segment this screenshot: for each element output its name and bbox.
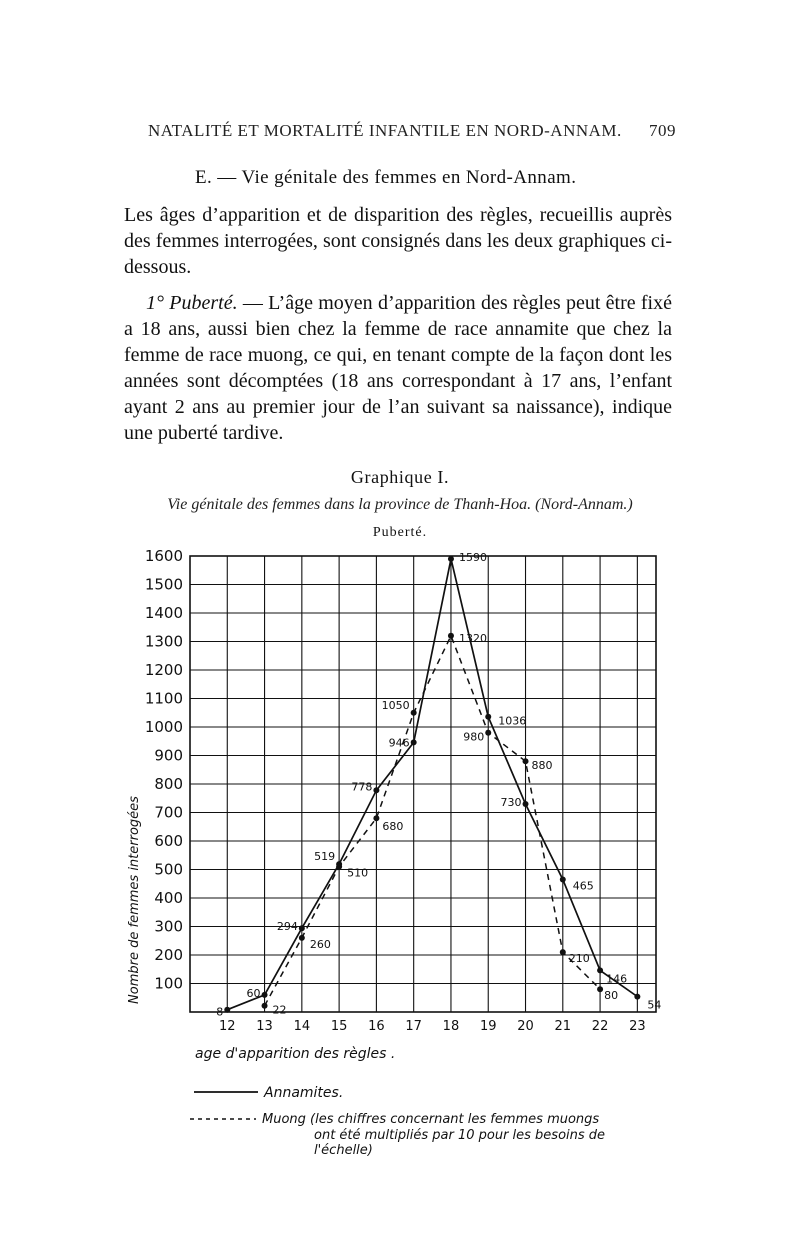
muong-point (523, 758, 529, 764)
annamites-point (634, 994, 640, 1000)
muong-point (336, 864, 342, 870)
annamites-data-label: 54 (647, 998, 662, 1012)
muong-data-label: 510 (347, 866, 369, 880)
legend-annamites-label: Annamites. (264, 1085, 344, 1101)
muong-data-label: 1050 (381, 698, 410, 712)
annamites-data-label: 1590 (458, 550, 487, 564)
legend-muong-label: Muong (les chiffres concernant les femmes muongs (262, 1112, 600, 1127)
muong-point (448, 633, 454, 639)
x-tick-label: 19 (479, 1019, 497, 1034)
muong-data-label: 1320 (458, 631, 487, 645)
annamites-data-label: 146 (606, 972, 628, 986)
page-number: 709 (649, 121, 676, 140)
annamites-point (299, 925, 305, 931)
annamites-point (597, 967, 603, 973)
annamites-point (523, 801, 529, 807)
muong-point (485, 730, 491, 736)
y-tick-label: 600 (154, 832, 183, 850)
muong-data-label: 210 (568, 952, 590, 966)
y-tick-label: 900 (154, 746, 183, 765)
x-tick-label: 16 (368, 1019, 385, 1034)
legend-muong-label-3: l'échelle) (314, 1143, 373, 1158)
annamites-point (560, 876, 566, 882)
x-tick-label: 20 (517, 1019, 534, 1034)
x-tick-label: 14 (293, 1019, 311, 1034)
y-tick-label: 400 (154, 889, 183, 907)
annamites-point (485, 714, 491, 720)
y-tick-label: 1400 (144, 604, 183, 622)
running-title: NATALITÉ ET MORTALITÉ INFANTILE EN NORD-ANNAM. (148, 121, 622, 140)
y-tick-label: 800 (154, 775, 183, 793)
y-tick-label: 1500 (144, 575, 183, 594)
paragraph-2-text: — L’âge moyen d’apparition des règles peut être fixé a 18 ans, aussi bien chez la femme de race annamite que chez la femme de race muong, ce qui, en tenant compte de la façon dont les années sont décomptées (18 ans correspondant à 17 ans, l’enfant ayant 2 ans au premier jour de l’an suivant sa naissance), indique une puberté tardive. (124, 292, 672, 444)
annamites-data-label: 778 (351, 780, 373, 794)
y-tick-label: 200 (154, 946, 183, 964)
muong-point (560, 949, 566, 955)
graph-subtitle: Puberté. (372, 525, 428, 540)
muong-data-label: 22 (272, 1003, 287, 1017)
y-tick-label: 100 (154, 974, 183, 993)
paragraph-2-lead: 1° Puberté. (146, 292, 238, 314)
annamites-data-label: 1036 (498, 714, 527, 728)
annamites-data-label: 730 (500, 795, 522, 809)
muong-data-label: 80 (604, 989, 619, 1003)
x-tick-label: 18 (442, 1019, 460, 1034)
y-tick-label: 1200 (144, 661, 183, 679)
muong-point (373, 815, 379, 821)
y-tick-label: 300 (154, 917, 183, 936)
annamites-data-label: 519 (314, 850, 336, 864)
muong-data-label: 680 (382, 820, 404, 834)
muong-point (299, 935, 305, 941)
x-tick-label: 22 (591, 1019, 609, 1034)
x-tick-label: 12 (219, 1019, 236, 1034)
annamites-point (224, 1007, 230, 1013)
muong-point (411, 710, 417, 716)
annamites-data-label: 946 (388, 736, 410, 750)
y-tick-label: 700 (154, 803, 183, 822)
y-tick-label: 1000 (144, 718, 183, 736)
y-tick-label: 1600 (144, 547, 183, 565)
legend-muong-label-2: ont été multipliés par 10 pour les besoins de (314, 1128, 606, 1143)
x-tick-label: 21 (554, 1019, 572, 1034)
x-tick-label: 15 (330, 1019, 348, 1034)
paragraph-1: Les âges d’apparition et de disparition des règles, recueillis auprès des femmes interrogées, sont consignés dans les deux graphiques ci-dessous. (124, 204, 672, 278)
muong-data-label: 980 (463, 730, 485, 744)
annamites-point (411, 739, 417, 745)
x-tick-label: 13 (256, 1019, 273, 1034)
graph-number-label: Graphique I. (350, 467, 450, 487)
muong-data-label: 880 (531, 759, 553, 773)
annamites-data-label: 465 (572, 879, 594, 893)
annamites-data-label: 8 (216, 1005, 224, 1019)
graph-caption: Vie génitale des femmes dans la province de Thanh-Hoa. (Nord-Annam.) (167, 496, 633, 513)
x-tick-label: 17 (405, 1019, 422, 1034)
x-tick-label: 23 (629, 1019, 646, 1034)
annamites-point (448, 556, 454, 562)
muong-point (597, 986, 603, 992)
annamites-data-label: 294 (276, 920, 298, 934)
muong-data-label: 260 (309, 937, 331, 951)
section-title: E. — Vie génitale des femmes en Nord-Annam. (195, 167, 577, 188)
muong-point (262, 1003, 268, 1009)
y-tick-label: 1100 (144, 689, 183, 708)
annamites-data-label: 60 (246, 986, 261, 1000)
annamites-point (262, 992, 268, 998)
y-tick-label: 500 (154, 860, 183, 879)
x-axis-title: age d'apparition des règles . (195, 1046, 396, 1062)
y-axis-title: Nombre de femmes interrogées (127, 796, 142, 1004)
y-tick-label: 1300 (144, 632, 183, 651)
annamites-point (373, 787, 379, 793)
